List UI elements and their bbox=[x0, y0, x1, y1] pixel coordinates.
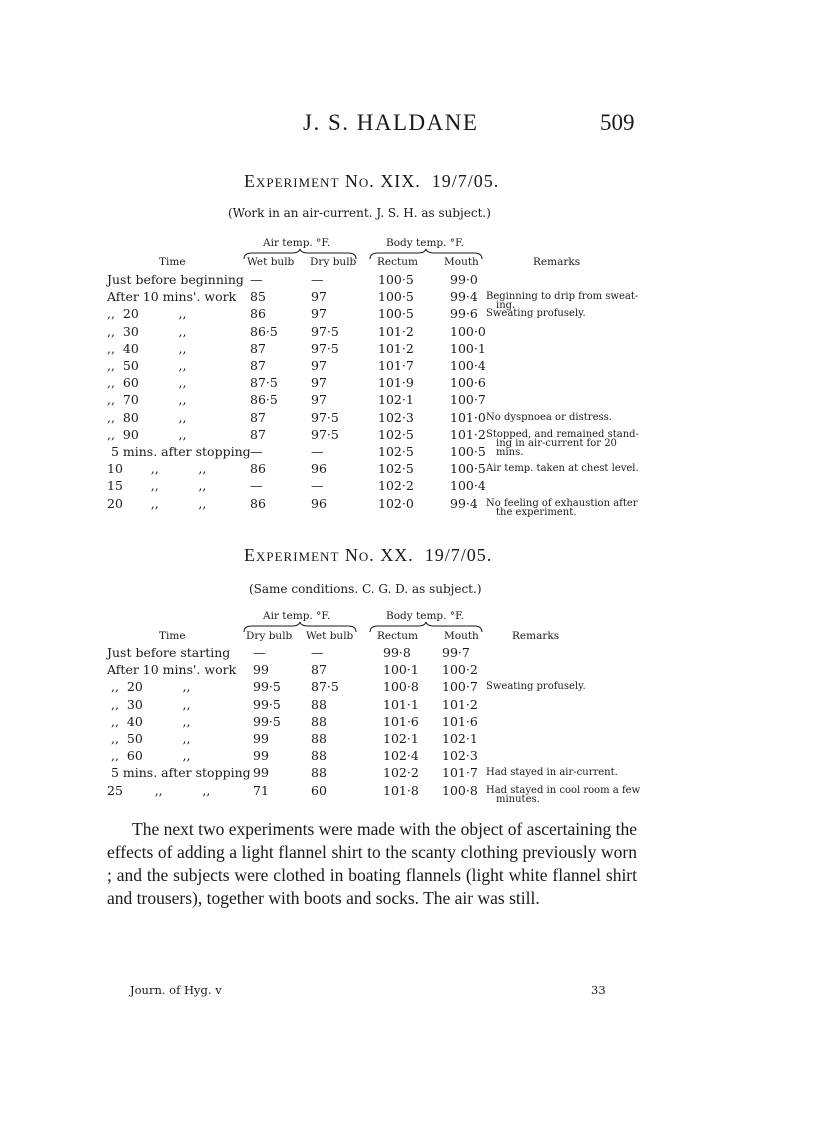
table-cell-rectum: 102·5 bbox=[378, 426, 414, 442]
table-cell-a2: 88 bbox=[311, 748, 327, 764]
table-cell-a2: 97·5 bbox=[311, 323, 339, 339]
table-cell-mouth: 100·7 bbox=[442, 679, 478, 695]
table-cell-mouth: 99·6 bbox=[450, 306, 478, 322]
table-cell-a2: 96 bbox=[311, 495, 327, 511]
table-cell-a1: 86 bbox=[250, 495, 266, 511]
table-cell-rectum: 101·9 bbox=[378, 375, 414, 391]
table-cell-time: ,, 80 ,, bbox=[107, 409, 187, 425]
table-cell-time: ,, 70 ,, bbox=[107, 392, 187, 408]
experiment-title-number: XX. bbox=[380, 545, 414, 565]
table-cell-a1: 86 bbox=[250, 461, 266, 477]
table-cell-a1: 86·5 bbox=[250, 323, 278, 339]
col-header-wet-bulb: Wet bulb bbox=[306, 630, 354, 642]
table-cell-rectum: 100·8 bbox=[383, 679, 419, 695]
table-cell-a2: — bbox=[311, 444, 324, 459]
col-header-rectum: Rectum bbox=[377, 256, 418, 268]
experiment-title-prefix: Experiment No. bbox=[244, 545, 375, 565]
table-cell-mouth: 100·1 bbox=[450, 340, 486, 356]
table-cell-mouth: 102·3 bbox=[442, 748, 478, 764]
table-cell-mouth: 101·6 bbox=[442, 713, 478, 729]
remark-line: the experiment. bbox=[496, 506, 577, 518]
table-cell-rectum: 100·1 bbox=[383, 662, 419, 678]
table-cell-a1: 99·5 bbox=[253, 713, 281, 729]
table-cell-a1: 99 bbox=[253, 731, 269, 746]
body-temp-group-header: Body temp. °F. bbox=[386, 610, 465, 622]
table-cell-a1: — bbox=[250, 478, 263, 494]
table-cell-mouth: 100·6 bbox=[450, 375, 486, 391]
footer-journal: Journ. of Hyg. v bbox=[130, 983, 222, 997]
table-cell-a2: 97 bbox=[311, 289, 327, 305]
table-cell-a2: — bbox=[311, 272, 324, 287]
remark-line: Had stayed in air-current. bbox=[486, 767, 618, 779]
col-header-time: Time bbox=[159, 630, 186, 642]
table-cell-remarks bbox=[486, 499, 646, 517]
table-cell-mouth: 99·4 bbox=[450, 289, 478, 305]
table-cell-remarks bbox=[486, 786, 646, 804]
table-cell-time: After 10 mins'. work bbox=[107, 289, 237, 305]
table-cell-time: ,, 20 ,, bbox=[107, 306, 187, 322]
remark-line: ing in air-current for 20 mins. bbox=[496, 437, 617, 458]
col-header-dry-bulb: Dry bulb bbox=[310, 256, 357, 268]
table-cell-a2: 87 bbox=[311, 662, 327, 678]
table-cell-rectum: 99·8 bbox=[383, 645, 411, 660]
table-cell-remarks bbox=[486, 430, 646, 457]
table-cell-a2: 97·5 bbox=[311, 409, 339, 425]
table-cell-time: 25 ,, ,, bbox=[107, 782, 211, 798]
table-cell-a2: 97 bbox=[311, 392, 327, 408]
table-cell-a1: 86 bbox=[250, 306, 266, 322]
table-cell-mouth: 101·2 bbox=[450, 426, 486, 442]
table-cell-rectum: 101·1 bbox=[383, 696, 419, 712]
experiment-title bbox=[244, 171, 499, 192]
table-cell-a2: 88 bbox=[311, 731, 327, 746]
table-cell-a2: 88 bbox=[311, 696, 327, 712]
remark-line: No feeling of exhaustion after bbox=[486, 497, 638, 509]
remark-line: ing. bbox=[496, 300, 516, 312]
experiment-title-number: XIX. bbox=[380, 171, 421, 191]
table-cell-time: ,, 90 ,, bbox=[107, 426, 187, 442]
col-header-dry-bulb: Dry bulb bbox=[246, 630, 293, 642]
table-cell-mouth: 100·8 bbox=[442, 782, 478, 798]
table-cell-a1: — bbox=[253, 645, 266, 660]
remark-line: minutes. bbox=[496, 793, 540, 805]
table-cell-mouth: 100·4 bbox=[450, 358, 486, 373]
table-cell-time: 15 ,, ,, bbox=[107, 478, 207, 494]
table-cell-rectum: 101·8 bbox=[383, 782, 419, 798]
table-cell-rectum: 101·7 bbox=[378, 358, 414, 373]
table-cell-a2: 97 bbox=[311, 306, 327, 322]
table-cell-a2: 97·5 bbox=[311, 426, 339, 442]
table-cell-a2: 96 bbox=[311, 461, 327, 477]
page-number: 509 bbox=[600, 110, 635, 135]
table-cell-mouth: 100·0 bbox=[450, 323, 486, 339]
table-cell-remarks bbox=[486, 768, 646, 777]
table-cell-a2: 97 bbox=[311, 375, 327, 391]
table-cell-rectum: 101·6 bbox=[383, 713, 419, 729]
table-cell-a2: 88 bbox=[311, 713, 327, 729]
experiment-date: 19/7/05. bbox=[431, 171, 500, 191]
table-cell-a2: 60 bbox=[311, 782, 327, 798]
table-cell-time: Just before starting bbox=[107, 645, 231, 660]
body-temp-group-header: Body temp. °F. bbox=[386, 237, 465, 249]
table-cell-mouth: 100·2 bbox=[442, 662, 478, 678]
table-cell-mouth: 99·4 bbox=[450, 495, 478, 511]
remark-line: Sweating profusely. bbox=[486, 308, 586, 320]
table-cell-rectum: 102·1 bbox=[383, 731, 419, 746]
table-cell-a1: 87 bbox=[250, 340, 266, 356]
table-cell-time: ,, 60 ,, bbox=[107, 375, 187, 391]
table-cell-rectum: 100·5 bbox=[378, 272, 414, 287]
experiment-title-prefix: Experiment No. bbox=[244, 171, 375, 191]
table-cell-a2: — bbox=[311, 478, 324, 494]
table-cell-time: ,, 20 ,, bbox=[107, 679, 191, 695]
table-cell-rectum: 101·2 bbox=[378, 340, 414, 356]
table-cell-time: ,, 50 ,, bbox=[107, 731, 191, 746]
table-cell-mouth: 99·0 bbox=[450, 272, 478, 287]
remark-line: No dyspnoea or distress. bbox=[486, 411, 612, 423]
table-cell-a1: 99 bbox=[253, 662, 269, 678]
table-cell-a1: 99·5 bbox=[253, 696, 281, 712]
table-cell-a1: — bbox=[250, 444, 263, 459]
table-cell-rectum: 102·4 bbox=[383, 748, 419, 764]
experiment-title bbox=[244, 545, 492, 566]
air-temp-group-header: Air temp. °F. bbox=[263, 610, 331, 622]
experiment-date: 19/7/05. bbox=[424, 545, 493, 565]
table-cell-a1: 86·5 bbox=[250, 392, 278, 408]
table-cell-a1: 85 bbox=[250, 289, 266, 305]
remark-line: Air temp. taken at chest level. bbox=[486, 463, 639, 475]
table-cell-rectum: 102·2 bbox=[383, 765, 419, 781]
remark-line: Had stayed in cool room a few bbox=[486, 784, 641, 796]
table-cell-time: 10 ,, ,, bbox=[107, 461, 207, 477]
table-cell-time: ,, 60 ,, bbox=[107, 748, 191, 764]
air-temp-group-header: Air temp. °F. bbox=[263, 237, 331, 249]
table-cell-time: ,, 40 ,, bbox=[107, 340, 187, 356]
footer-signature: 33 bbox=[591, 983, 606, 997]
table-cell-mouth: 100·5 bbox=[450, 461, 486, 477]
table-cell-rectum: 102·1 bbox=[378, 392, 414, 408]
table-cell-a1: 87 bbox=[250, 426, 266, 442]
experiment-subtitle: (Same conditions. C. G. D. as subject.) bbox=[249, 582, 482, 596]
table-cell-remarks bbox=[486, 464, 646, 473]
table-cell-mouth: 100·4 bbox=[450, 478, 486, 494]
col-header-wet-bulb: Wet bulb bbox=[247, 256, 295, 268]
table-cell-time: ,, 30 ,, bbox=[107, 696, 191, 712]
remark-line: Stopped, and remained stand- bbox=[486, 428, 639, 440]
experiment-subtitle: (Work in an air-current. J. S. H. as subject.) bbox=[228, 206, 491, 220]
table-cell-a1: 87 bbox=[250, 409, 266, 425]
col-header-time: Time bbox=[159, 256, 186, 268]
col-header-remarks: Remarks bbox=[533, 256, 581, 268]
table-cell-mouth: 100·7 bbox=[450, 392, 486, 408]
table-cell-a1: 99 bbox=[253, 748, 269, 764]
table-cell-a1: 87 bbox=[250, 358, 266, 373]
table-cell-mouth: 99·7 bbox=[442, 645, 470, 660]
table-cell-time: ,, 30 ,, bbox=[107, 323, 187, 339]
table-cell-rectum: 101·2 bbox=[378, 323, 414, 339]
table-cell-a2: — bbox=[311, 645, 324, 660]
table-cell-mouth: 102·1 bbox=[442, 731, 478, 746]
table-cell-rectum: 102·5 bbox=[378, 444, 414, 459]
table-cell-rectum: 102·0 bbox=[378, 495, 414, 511]
table-cell-rectum: 102·2 bbox=[378, 478, 414, 494]
table-cell-mouth: 100·5 bbox=[450, 444, 486, 459]
body-paragraph: The next two experiments were made with the object of ascertaining the effects of adding a light flannel shirt to the scanty clothing previously worn ; and the subjects were clothed in boating flannels (light white flannel shirt and trousers), together with boots and socks. The air was still. bbox=[107, 819, 637, 908]
col-header-rectum: Rectum bbox=[377, 630, 418, 642]
running-head-author: J. S. HALDANE bbox=[303, 110, 479, 135]
table-cell-remarks bbox=[486, 682, 646, 691]
table-cell-rectum: 100·5 bbox=[378, 306, 414, 322]
table-cell-a1: 99 bbox=[253, 765, 269, 781]
table-cell-a1: 99·5 bbox=[253, 679, 281, 695]
table-cell-time: After 10 mins'. work bbox=[107, 662, 237, 678]
table-cell-mouth: 101·2 bbox=[442, 696, 478, 712]
table-cell-remarks bbox=[486, 309, 646, 318]
table-cell-a2: 97·5 bbox=[311, 340, 339, 356]
table-cell-time: ,, 50 ,, bbox=[107, 358, 187, 373]
table-cell-time: Just before beginning bbox=[107, 272, 244, 287]
table-cell-remarks bbox=[486, 413, 646, 422]
table-cell-a2: 97 bbox=[311, 358, 327, 373]
table-cell-time: ,, 40 ,, bbox=[107, 713, 191, 729]
table-cell-mouth: 101·0 bbox=[450, 409, 486, 425]
remark-line: Beginning to drip from sweat- bbox=[486, 291, 639, 303]
table-cell-mouth: 101·7 bbox=[442, 765, 478, 781]
table-cell-rectum: 102·5 bbox=[378, 461, 414, 477]
table-cell-time: 5 mins. after stopping bbox=[107, 444, 251, 459]
col-header-mouth: Mouth bbox=[444, 256, 479, 268]
table-cell-a2: 87·5 bbox=[311, 679, 339, 695]
table-cell-rectum: 100·5 bbox=[378, 289, 414, 305]
col-header-mouth: Mouth bbox=[444, 630, 479, 642]
table-cell-a2: 88 bbox=[311, 765, 327, 781]
remark-line: Sweating profusely. bbox=[486, 681, 586, 693]
table-cell-a1: — bbox=[250, 272, 263, 287]
table-cell-rectum: 102·3 bbox=[378, 409, 414, 425]
table-cell-a1: 71 bbox=[253, 782, 269, 798]
table-cell-time: 5 mins. after stopping bbox=[107, 765, 251, 781]
table-cell-a1: 87·5 bbox=[250, 375, 278, 391]
col-header-remarks: Remarks bbox=[512, 630, 560, 642]
table-cell-time: 20 ,, ,, bbox=[107, 495, 207, 511]
